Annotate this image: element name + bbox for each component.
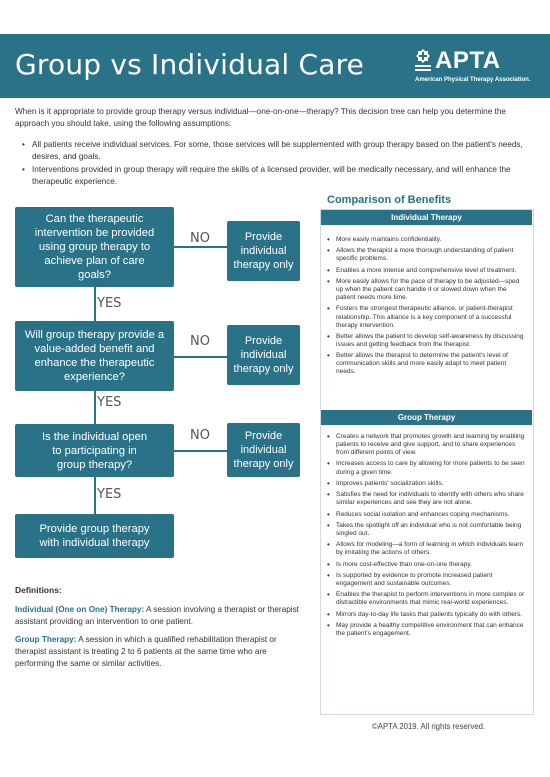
connector-line (94, 477, 96, 514)
benefit-item: • Better allows the therapist to determine the patient's level of communication skills and more easily adapt to meet patient needs. (327, 352, 527, 376)
question-box-2 (15, 321, 174, 391)
yes-label: YES (97, 296, 122, 311)
question-text-1: Can the therapeutic intervention be provided using group therapy to achieve plan of care goals? (34, 213, 155, 281)
connector-line (94, 391, 96, 424)
benefit-item: • Increases access to care by allowing for more patients to be seen during a given time. (327, 460, 527, 476)
question-text-3: Is the individual open to participating in group therapy? (41, 430, 148, 471)
copyright: ©APTA 2019. All rights reserved. (372, 722, 486, 731)
assumption-item (22, 164, 537, 188)
apta-emblem-icon (413, 48, 433, 74)
connector-line (174, 356, 227, 358)
page-title: Group vs Individual Care (15, 48, 365, 81)
benefit-item: • Allows for modeling—a form of learning in which individuals learn by imitating the actions of others. (327, 541, 527, 557)
group-benefits-list (327, 433, 527, 641)
assumption-text: Interventions provided in group therapy will require the skills of a licensed provider, will be medically necessary, and will enhance the therapeutic experience. (32, 165, 511, 186)
question-text-2: Will group therapy provide a value-added benefit and enhance the therapeutic experience? (24, 329, 165, 383)
individual-heading: Individual Therapy (321, 210, 532, 225)
individual-text: Provide individual therapy only (233, 231, 294, 271)
benefit-item: • More easily allows for the pace of therapy to be adjusted—sped up when the patient can handle it or slowed down when the patient needs more time. (327, 278, 527, 302)
definition-group (15, 634, 305, 670)
individual-box-1 (227, 221, 300, 281)
individual-box-2 (227, 325, 300, 385)
group-heading: Group Therapy (321, 410, 532, 425)
result-text: Provide group therapy with individual therapy (39, 523, 150, 549)
question-box-3 (15, 424, 174, 477)
benefit-item: • Mirrors day-to-day life tasks that patients typically do with others. (327, 611, 527, 619)
benefit-item: • Is more cost-effective than one-on-one therapy. (327, 561, 527, 569)
definition-text: A session in which a qualified rehabilitation therapist or therapist assistant is treating 2 to 6 patients at the same time who are performing the same or similar activities. (15, 635, 277, 668)
benefit-item: • Improves patients' socialization skills. (327, 480, 527, 488)
definition-text: A session involving a therapist or therapist assistant providing an intervention to one patient. (15, 605, 299, 626)
benefit-item: • Better allows the patient to develop self-awareness by discussing issues and getting feedback from the therapist. (327, 333, 527, 349)
definitions-title: Definitions: (15, 585, 62, 595)
result-box (15, 514, 174, 558)
benefit-item: • May provide a healthy competitive environment that can enhance the patient's engagement. (327, 622, 527, 638)
benefit-item: • Is supported by evidence to promote increased patient engagement and sustainable outcomes. (327, 572, 527, 588)
no-label: NO (190, 334, 210, 349)
logo-tagline: American Physical Therapy Association. (415, 77, 531, 83)
definition-individual (15, 604, 305, 628)
question-box-1 (15, 207, 174, 287)
definition-term: Individual (One on One) Therapy: (15, 605, 145, 614)
benefit-item: • Enables a more intense and comprehensive level of treatment. (327, 267, 527, 275)
benefit-item: • More easily maintains confidentiality. (327, 236, 527, 244)
no-label: NO (190, 428, 210, 443)
assumption-item (22, 139, 537, 163)
individual-text: Provide individual therapy only (233, 335, 294, 375)
benefit-item: • Satisfies the need for individuals to identify with others who share similar experiences and see they are not alone. (327, 491, 527, 507)
individual-text: Provide individual therapy only (233, 430, 294, 470)
apta-logo (413, 48, 538, 88)
definition-term: Group Therapy: (15, 635, 77, 644)
individual-benefits-list (327, 236, 527, 380)
assumption-text: All patients receive individual services. For some, those services will be supplemented with group therapy based on the patient's needs, desires, and goals. (32, 140, 523, 161)
benefit-item: • Enables the therapist to perform interventions in more complex or distractible environments that mimic real-world experiences. (327, 591, 527, 607)
yes-label: YES (97, 487, 122, 502)
no-label: NO (190, 231, 210, 246)
connector-line (94, 287, 96, 321)
benefit-item: • Fosters the strongest therapeutic alliance, or patient-therapist relationship. This alliance is a key component of a successful therapy intervention. (327, 305, 527, 329)
benefit-item: • Reduces social isolation and enhances coping mechanisms. (327, 511, 527, 519)
benefit-item: • Allows the therapist a more thorough understanding of patient specific problems. (327, 247, 527, 263)
connector-line (174, 246, 227, 248)
benefit-item: • Creates a network that promotes growth and learning by enabling patients to receive and give support, and to share experiences from different points of view. (327, 433, 527, 457)
benefit-item: • Takes the spotlight off an individual who is not comfortable being singled out. (327, 522, 527, 538)
logo-wordmark: APTA (435, 47, 501, 74)
bullet-icon: • (22, 140, 25, 149)
connector-line (174, 450, 227, 452)
yes-label: YES (97, 395, 122, 410)
individual-box-3 (227, 423, 300, 477)
comparison-title: Comparison of Benefits (327, 194, 452, 206)
intro-text: When is it appropriate to provide group therapy versus individual—one-on-one—therapy? This decision tree can help you determine the approach you should take, using the following assumptions: (15, 107, 506, 128)
bullet-icon: • (22, 165, 25, 174)
